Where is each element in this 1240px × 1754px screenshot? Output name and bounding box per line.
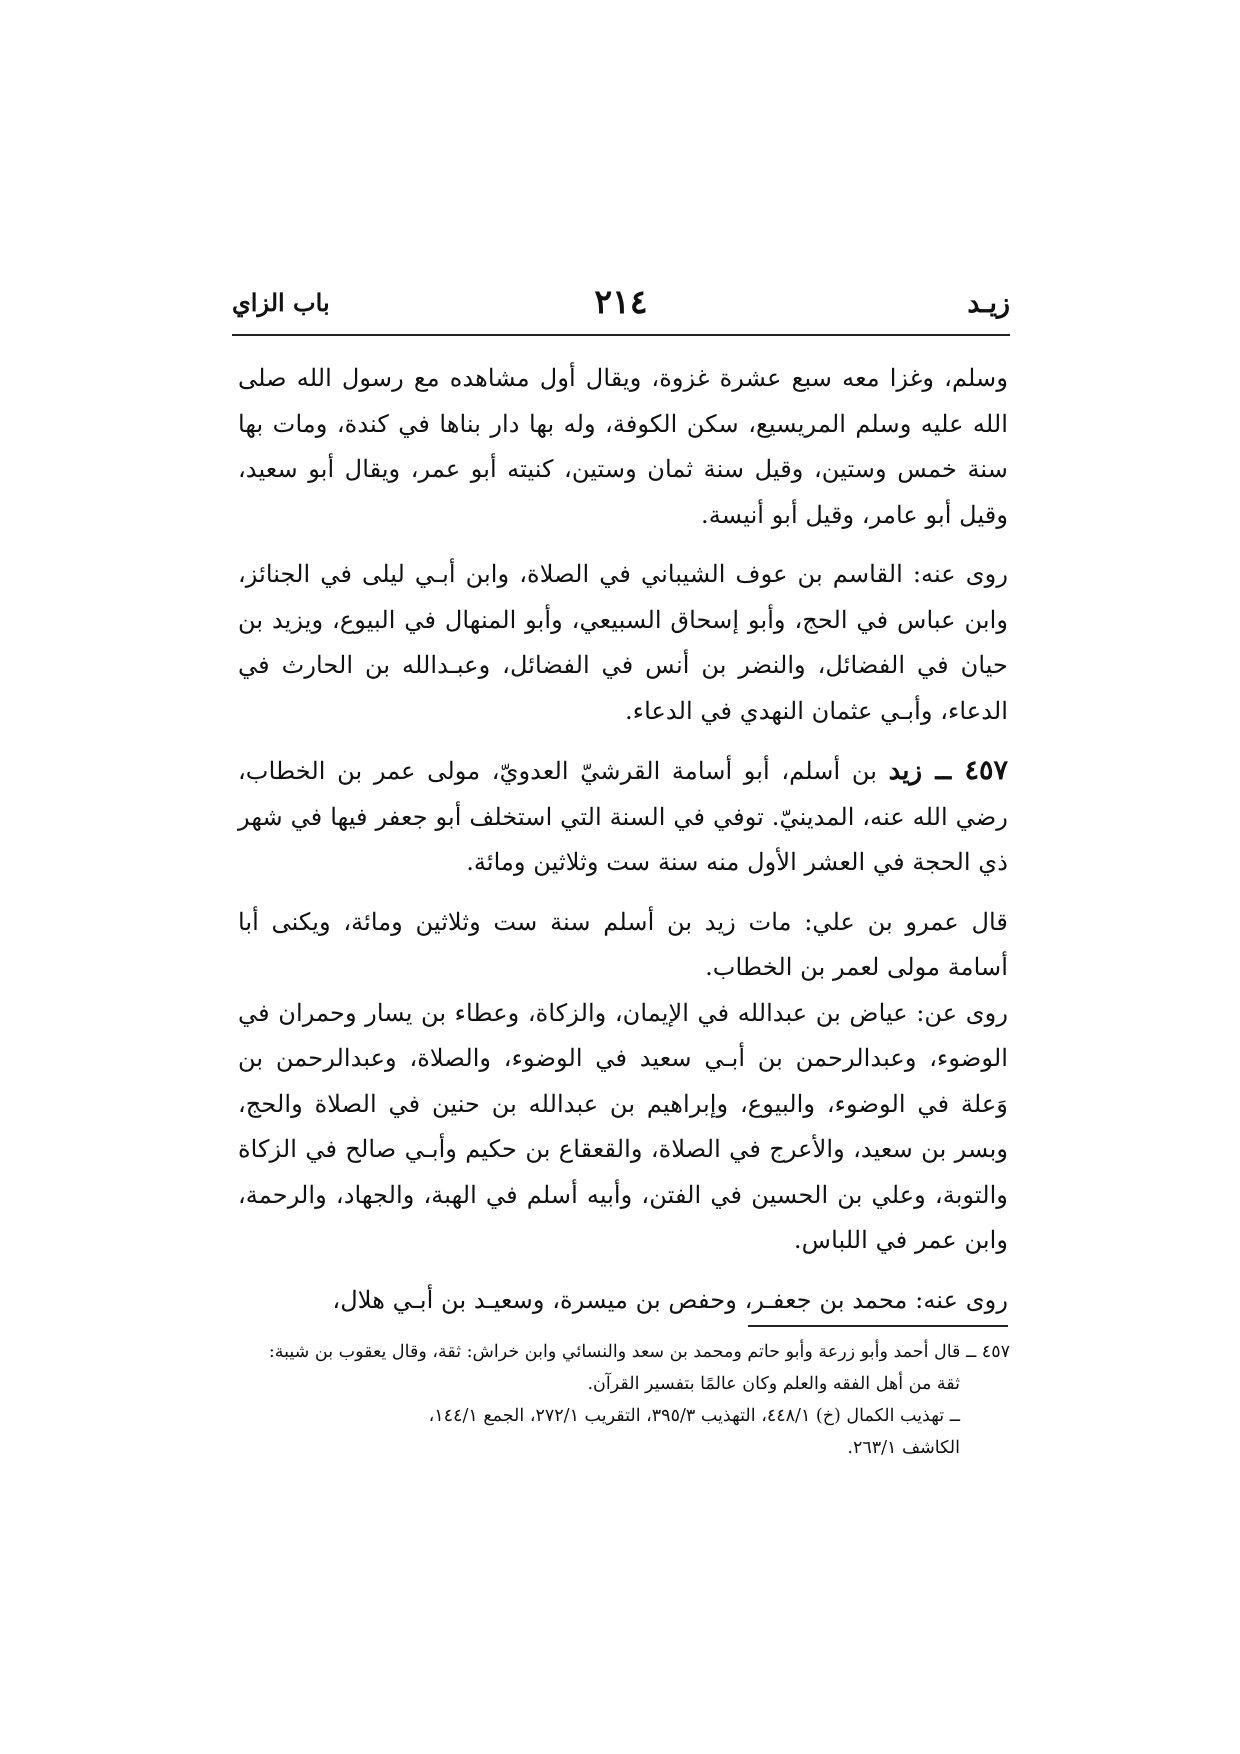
footnote-1-continued: ثقة من أهل الفقه والعلم وكان عالمًا بتفسير القرآن. [587, 1374, 960, 1394]
paragraph-5: روى عن: عياض بن عبدالله في الإيمان، والزكاة، وعطاء بن يسار وحمران في الوضوء، وعبدالرحمن بن أبـي سعيد في الوضوء، والصلاة، وعبدالرحمن بن وَعلة في الوضوء، والبيوع، وإبراهيم بن عبدالله بن حنين في الصلاة والحج، وبسر بن سعيد، والأعرج في الصلاة، والقعقاع بن حكيم وأبـي صالح في الزكاة والتوبة، وعلي بن الحسين في الفتن، وأبيه أسلم في الهبة، والجهاد، والرحمة، وابن عمر في اللباس. [238, 998, 1008, 1254]
footnotes [232, 1336, 1010, 1464]
paragraph-6: روى عنه: محمد بن جعفـر، وحفص بن ميسرة، وسعيـد بن أبـي هلال، [332, 1285, 1008, 1314]
entry-name: زيد [888, 756, 923, 786]
footnote-1: ٤٥٧ ــ قال أحمد وأبو زرعة وأبو حاتم ومحمد بن سعد والنسائي وابن خراش: ثقة، وقال يعقوب بن شيبة: [268, 1342, 1010, 1362]
header-rule [232, 334, 1010, 336]
footnote-2: ــ تهذيب الكمال (خ) ٤٤٨/١، التهذيب ٣٩٥/٣، التقريب ٢٧٢/١، الجمع ١٤٤/١، [428, 1406, 960, 1426]
running-header [232, 282, 1010, 328]
header-entry-word: زيـد [967, 288, 1010, 319]
entry-text: بن أسلم، أبو أسامة القرشيّ العدويّ، مولى عمر بن الخطاب، رضي الله عنه، المدينيّ. توفي في السنة التي استخلف أبو جعفر فيها في شهر ذي الحجة في العشر الأول منه سنة ست وثلاثين ومائة. [238, 757, 1008, 876]
paragraph-4: قال عمرو بن علي: مات زيد بن أسلم سنة ست وثلاثين ومائة، ويكنى أبا أسامة مولى لعمر بن الخطاب. [238, 907, 1008, 981]
main-text [238, 356, 1008, 1323]
chapter-title: باب الزاي [232, 288, 330, 317]
footnote-2-continued: الكاشف ٢٦٣/١. [847, 1438, 960, 1458]
paragraph-1: وسلم، وغزا معه سبع عشرة غزوة، ويقال أول مشاهده مع رسول الله صلى الله عليه وسلم المريسيع، سكن الكوفة، وله بها دار بناها في كندة، ومات بها سنة خمس وستين، وقيل سنة ثمان وستين، كنيته أبو عمر، ويقال أبو سعيد، وقيل أبو عامر، وقيل أبو أنيسة. [238, 364, 1008, 529]
page-number: ٢١٤ [594, 282, 648, 321]
entry-paragraph [238, 748, 1008, 886]
footnote-rule [748, 1325, 1008, 1327]
entry-dash: ــ [922, 755, 965, 786]
paragraph-2: روى عنه: القاسم بن عوف الشيباني في الصلاة، وابن أبـي ليلى في الجنائز، وابن عباس في الحج، وأبو إسحاق السبيعي، وأبو المنهال في البيوع، ويزيد بن حيان في الفضائل، والنضر بن أنس في الفضائل، وعبـدالله بن الحارث في الدعاء، وأبـي عثمان النهدي في الدعاء. [238, 560, 1008, 725]
entry-number: ٤٥٧ [964, 755, 1008, 786]
